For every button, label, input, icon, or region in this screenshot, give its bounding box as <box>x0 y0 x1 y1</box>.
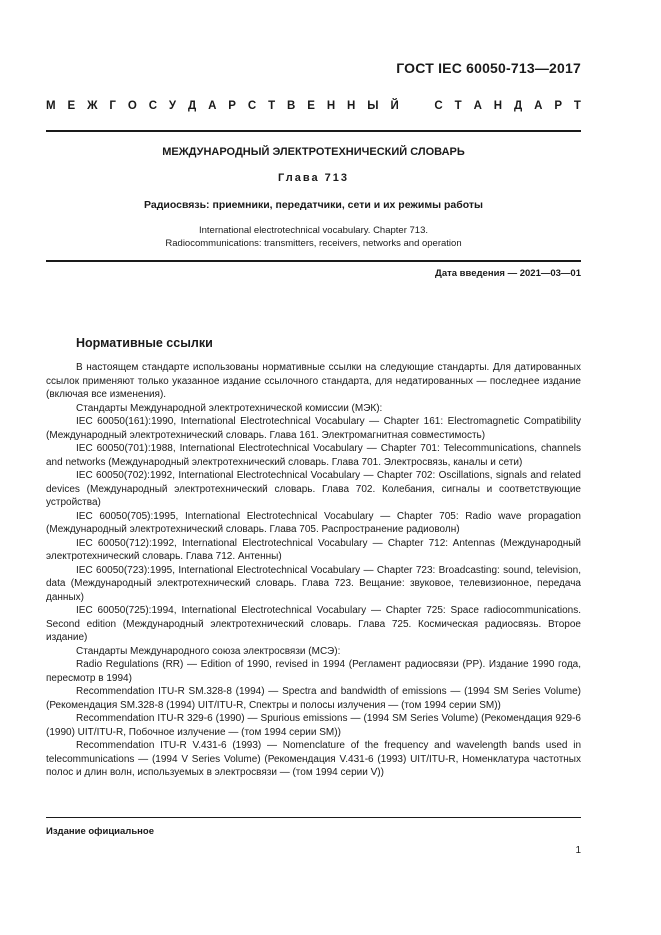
page-number: 1 <box>575 845 581 856</box>
banner-letter: Т <box>454 100 462 112</box>
banner-letter: Р <box>554 100 563 112</box>
banner-letter: Н <box>326 100 336 112</box>
footer-rule <box>46 817 581 818</box>
section-heading: Нормативные ссылки <box>76 336 213 350</box>
section-body <box>46 361 581 780</box>
banner-letter: С <box>148 100 157 112</box>
banner-letter: О <box>127 100 137 112</box>
reference-paragraph: IEC 60050(701):1988, International Electrotechnical Vocabulary — Chapter 701: Telecommunications, channels and networks (Международный электротехнический словарь. Глава 701. Электросвязь, каналы и сети) <box>46 443 581 468</box>
introduction-date: Дата введения — 2021—03—01 <box>435 268 581 279</box>
banner-letter: Д <box>514 100 523 112</box>
official-edition-label: Издание официальное <box>46 826 154 837</box>
reference-paragraph: IEC 60050(705):1995, International Electrotechnical Vocabulary — Chapter 705: Radio wave propagation (Международный электротехнический словарь. Глава 705. Распространение радиоволн) <box>46 510 581 535</box>
reference-paragraph: IEC 60050(702):1992, International Electrotechnical Vocabulary — Chapter 702: Oscillations, signals and related devices (Международный электротехнический словарь. Глава 702. Колебания, сигналы и соответствующие устройства) <box>46 470 581 508</box>
banner-letter: А <box>534 100 543 112</box>
subject-english-line-1: International electrotechnical vocabulary. Chapter 713. <box>198 225 429 236</box>
banner-letter: Д <box>187 100 197 112</box>
banner-letter: Е <box>307 100 315 112</box>
reference-paragraph: Стандарты Международной электротехнической комиссии (МЭК): <box>76 402 383 414</box>
subject-english <box>46 224 581 250</box>
reference-paragraph: Стандарты Международного союза электросвязи (МСЭ): <box>76 645 341 657</box>
reference-paragraph: Recommendation ITU-R 329-6 (1990) — Spurious emissions — (1994 SM Series Volume) (Рекомендация 929-6 (1990) UIT/ITU-R, Побочное излучение — (том 1994 серии SM)) <box>46 713 581 738</box>
subject-english-line-2: Radiocommunications: transmitters, receivers, networks and operation <box>165 238 462 249</box>
banner-letter: С <box>434 100 443 112</box>
reference-paragraph: Recommendation ITU-R SM.328-8 (1994) — Spectra and bandwidth of emissions — (1994 SM Series Volume) (Рекомендация SM.328-8 (1994) UIT/ITU-R, Спектры и полосы излучения — (том 1994 серии SM)) <box>46 686 581 711</box>
banner-letter: М <box>46 100 56 112</box>
banner-letter: Г <box>109 100 116 112</box>
middle-rule <box>46 260 581 262</box>
reference-paragraph: IEC 60050(712):1992, International Electrotechnical Vocabulary — Chapter 712: Antennas (Международный электротехнический словарь. Глава 712. Антенны) <box>46 537 581 562</box>
interstate-standard-banner <box>46 100 581 112</box>
banner-letter: Е <box>67 100 76 112</box>
subject-russian: Радиосвязь: приемники, передатчики, сети и их режимы работы <box>144 199 483 211</box>
banner-letter: В <box>287 100 296 112</box>
reference-paragraph: IEC 60050(725):1994, International Electrotechnical Vocabulary — Chapter 725: Space radiocommunications. Second edition (Международный электротехнический словарь. Глава 725. Космическая радиосвязь. Второе издание) <box>46 605 581 643</box>
standard-number: ГОСТ IEC 60050-713—2017 <box>396 60 581 76</box>
banner-letter: Т <box>268 100 276 112</box>
reference-paragraph: IEC 60050(161):1990, International Electrotechnical Vocabulary — Chapter 161: Electromagnetic Compatibility (Международный электротехнический словарь. Глава 161. Электромагнитная совместимость) <box>46 416 581 441</box>
document-title: МЕЖДУНАРОДНЫЙ ЭЛЕКТРОТЕХНИЧЕСКИЙ СЛОВАРЬ <box>162 146 465 158</box>
reference-paragraph: IEC 60050(723):1995, International Electrotechnical Vocabulary — Chapter 723: Broadcasting: sound, television, data (Международный электротехнический словарь. Глава 723. Вещание: звуковое, телевизионное, передача данных) <box>46 564 581 603</box>
top-rule <box>46 130 581 132</box>
banner-letter: Ж <box>87 100 98 112</box>
reference-paragraph: Recommendation ITU-R V.431-6 (1993) — Nomenclature of the frequency and wavelength bands used in telecommunications — (1994 V Series Volume) (Рекомендация V.431-6 (1993) UIT/ITU-R, Номенклатура частотных полос и длин волн, используемых в электросвязи — (том 1994 серии V)) <box>46 740 581 778</box>
banner-letter: Т <box>573 100 581 112</box>
banner-letter: А <box>473 100 482 112</box>
banner-letter: Й <box>390 100 399 112</box>
banner-letter: С <box>247 100 257 112</box>
banner-letter: Н <box>493 100 503 112</box>
banner-letter: Ы <box>367 100 379 112</box>
banner-letter: А <box>208 100 217 112</box>
banner-letter: Р <box>228 100 236 112</box>
banner-letter: У <box>168 100 177 112</box>
chapter-label: Глава 713 <box>278 172 349 184</box>
reference-paragraph: В настоящем стандарте использованы нормативные ссылки на следующие стандарты. Для датированных ссылок применяют только указанное издание ссылочного стандарта, для недатированных — последнее издание (включая все изменения). <box>46 362 581 400</box>
reference-paragraph: Radio Regulations (RR) — Edition of 1990, revised in 1994 (Регламент радиосвязи (РР). Издание 1990 года, пересмотр в 1994) <box>46 659 581 684</box>
banner-letter: Н <box>347 100 356 112</box>
